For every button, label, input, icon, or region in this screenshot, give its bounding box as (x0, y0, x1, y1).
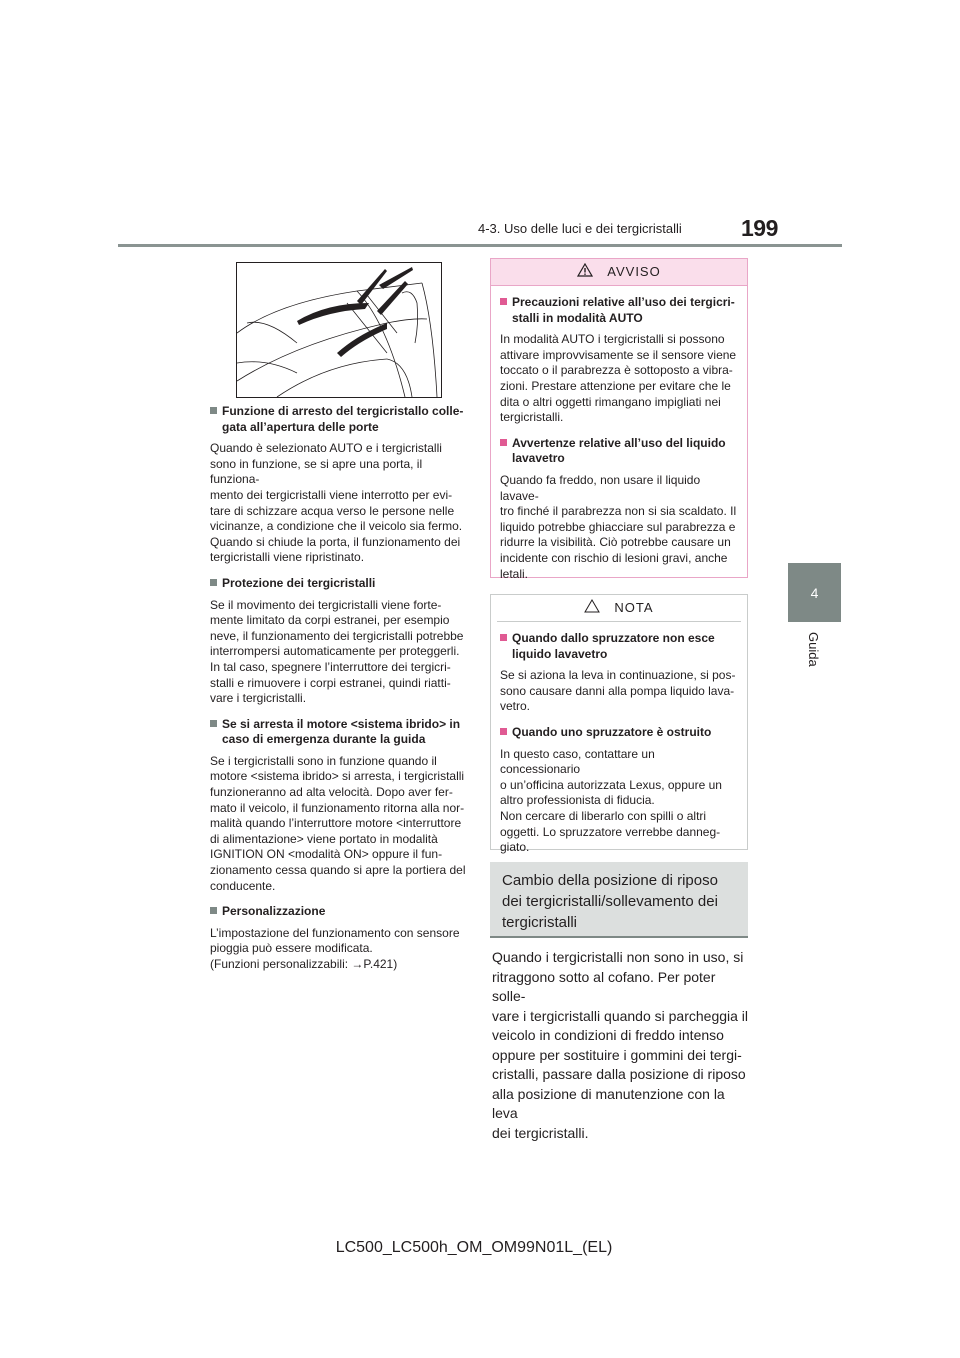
item-wiper-protection (210, 576, 466, 707)
item-heading (210, 404, 466, 435)
item-heading-text: Precauzioni relative all’uso dei tergicri- stalli in modalità AUTO (512, 295, 735, 325)
note-box-title (497, 595, 741, 622)
item-heading-text: Se si arresta il motore <sistema ibrido> in caso di emergenza durante la guida (222, 716, 461, 747)
chapter-label: Guida (806, 632, 821, 667)
item-heading (210, 904, 466, 920)
item-door-wiper-stop (210, 404, 466, 566)
header-rule (118, 244, 842, 247)
item-heading-text: Quando uno spruzzatore è ostruito (512, 724, 712, 739)
item-heading-text: Avvertenze relative all’uso del liquido lavavetro (512, 435, 726, 466)
item-heading (500, 295, 737, 326)
warning-box-body (491, 286, 747, 582)
item-heading (500, 725, 737, 741)
caution-triangle-icon (584, 599, 600, 617)
bullet-square-icon (500, 634, 507, 641)
bullet-square-icon (500, 298, 507, 305)
item-body: Quando fa freddo, non usare il liquido lavave- tro finché il parabrezza non si sia scaldato. Il liquido potrebbe ghiacciare sul parabrezza e ridurre la visibilità. Ciò potrebbe causare un incidente con rischio di lesioni gravi, anche letali. (500, 472, 737, 581)
bullet-square-icon (210, 579, 217, 586)
warning-triangle-icon (577, 263, 593, 281)
item-body: L’impostazione del funzionamento con sensore pioggia può essere modificata. (Funzioni personalizzabili: →P.421) (210, 925, 460, 971)
item-heading (210, 576, 466, 592)
chapter-number: 4 (810, 585, 819, 601)
item-heading-text: Quando dallo spruzzatore non esce liquido lavavetro (512, 631, 715, 661)
item-emergency-stop (210, 717, 466, 895)
chapter-tab (788, 563, 841, 622)
note-box-body (491, 622, 747, 856)
bullet-square-icon (500, 728, 507, 735)
left-column (210, 404, 466, 983)
section-body-text: Quando i tergicristalli non sono in uso, si ritraggono sotto al cofano. Per poter solle- vare i tergicristalli quando si parcheggia il veicolo in condizioni di freddo intenso oppure per sostituire i gommini dei tergi- cristalli, passare dalla posizione di riposo alla posizione di manutenzione con la leva dei tergicristalli. (492, 949, 749, 1141)
footer-code (0, 1239, 960, 1257)
bullet-square-icon (500, 439, 507, 446)
footer-text: LC500_LC500h_OM_OM99N01L_(EL) (335, 1239, 613, 1256)
item-heading-text: Personalizzazione (222, 904, 326, 919)
warning-box (490, 258, 748, 581)
windshield-sensor-illustration (236, 262, 442, 398)
page-number: 199 (741, 215, 778, 241)
section-heading: Cambio della posizione di riposo dei tergicristalli/sollevamento dei tergicristalli (490, 862, 748, 938)
item-body: In questo caso, contattare un concessionario o un’officina autorizzata Lexus, oppure un altro professionista di fiducia. Non cercare di liberarlo con spilli o altri oggetti. Lo spruzzatore verrebbe danneg- giato. (500, 746, 722, 855)
note-box (490, 594, 748, 855)
warning-box-title (491, 259, 747, 286)
section-body (492, 948, 750, 1143)
item-body: Se il movimento dei tergicristalli viene forte- mente limitato da corpi estranei, per esempio neve, il funzionamento dei tergicristalli potrebbe interrompersi automaticamente per proteggerli. In tal caso, spegnere l’interruttore dei tergicri- stalli e rimuovere i corpi estranei, quindi riatti- vare i tergicristalli. (210, 597, 464, 706)
bullet-square-icon (210, 907, 217, 914)
note-title-text: NOTA (614, 600, 654, 616)
item-heading (500, 436, 737, 467)
item-body: Se i tergicristalli sono in funzione quando il motore <sistema ibrido> si arresta, i tergicristalli funzioneranno ad alta velocità. Dopo aver fer- mato il veicolo, il funzionamento ritorna alla nor- malità quando l’interruttore motore <interruttore di alimentazione> viene portato in modalità IGNITION ON <modalità ON> oppure il fun- zionamento cessa quando si apre la portiera del conducente. (210, 753, 466, 893)
item-body: In modalità AUTO i tergicristalli si possono attivare improvvisamente se il sensore viene toccato o il parabrezza è sottoposto a vibra- zioni. Prestare attenzione per evitare che le dita o altri oggetti rimangano impigliati nei tergicristalli. (500, 332, 737, 425)
item-customization (210, 904, 466, 972)
windshield-illustration-svg (237, 263, 441, 397)
item-heading (210, 717, 466, 748)
bullet-square-icon (210, 720, 217, 727)
item-body: Quando è selezionato AUTO e i tergicristalli sono in funzione, se si apre una porta, il funziona- mento dei tergicristalli viene interrotto per evi- tare di schizzare acqua verso le persone nelle vicinanze, a condizione che il veicolo sia fermo. Quando si chiude la porta, il funzionamento dei tergicristalli viene ripristinato. (210, 441, 463, 565)
section-title: 4-3. Uso delle luci e dei tergicristalli (478, 221, 682, 236)
item-heading-text: Funzione di arresto del tergicristallo colle- gata all’apertura delle porte (222, 404, 464, 434)
item-body: Se si aziona la leva in continuazione, si pos- sono causare danni alla pompa liquido lava- vetro. (500, 668, 736, 714)
bullet-square-icon (210, 407, 217, 414)
item-heading (500, 631, 737, 662)
warning-title-text: AVVISO (607, 264, 661, 280)
item-heading-text: Protezione dei tergicristalli (222, 575, 376, 590)
